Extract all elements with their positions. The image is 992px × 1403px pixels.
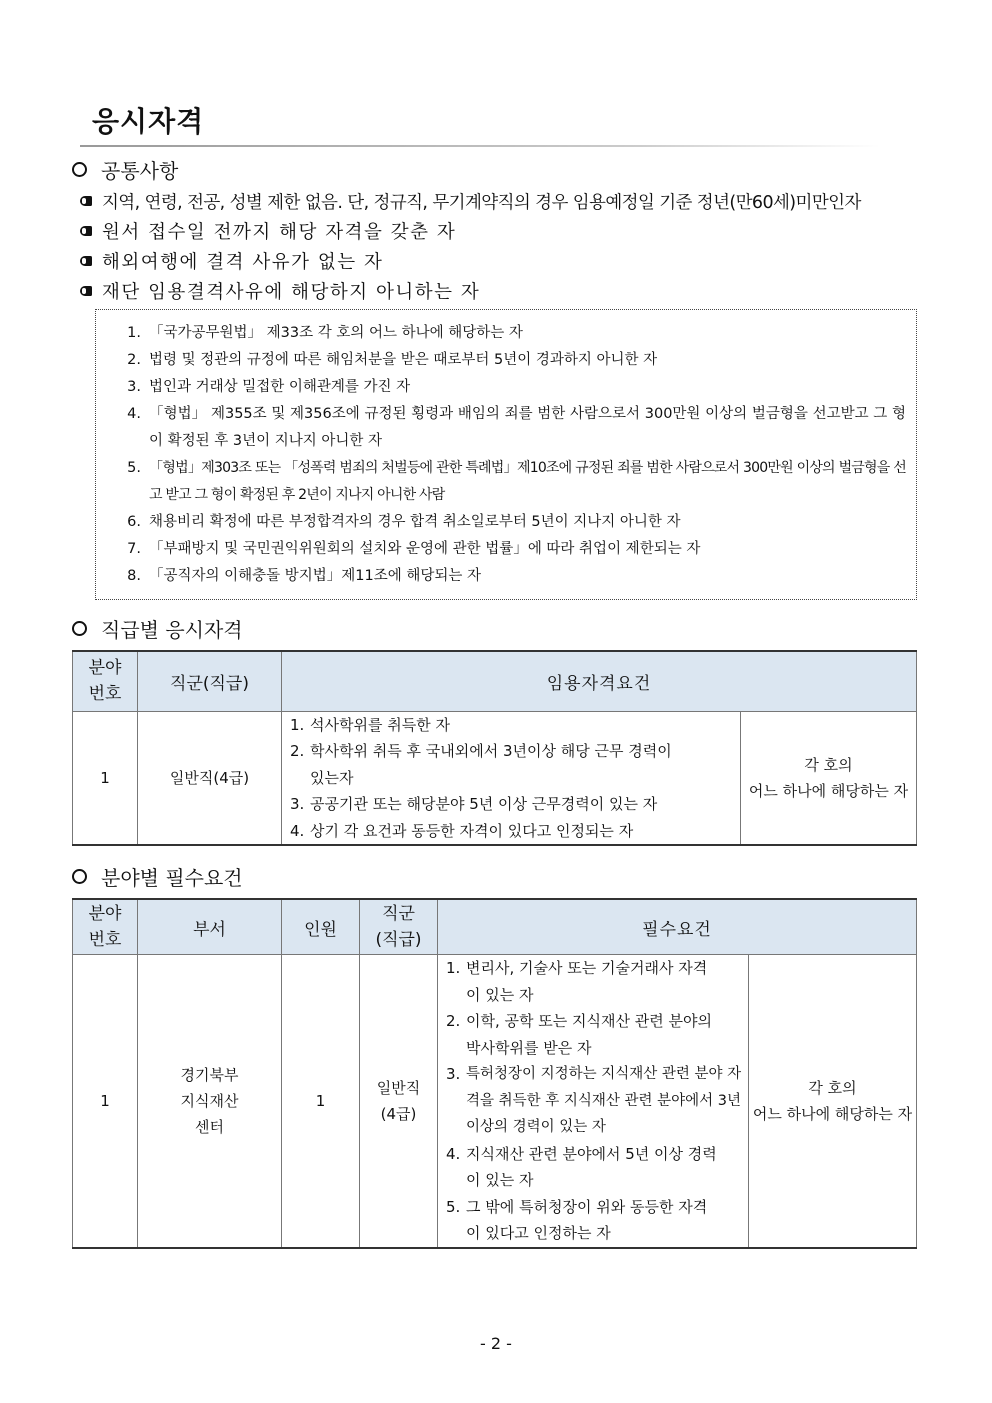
- item-number: 1.: [127, 325, 141, 341]
- list-item: [290, 738, 740, 791]
- list-item: [290, 791, 740, 818]
- list-item: [96, 536, 906, 563]
- field-table: [72, 898, 917, 1249]
- header-job-line2: (직급): [375, 930, 422, 950]
- item-number: 4.: [127, 406, 141, 422]
- cell-job: [360, 955, 438, 1248]
- common-heading: [72, 155, 178, 184]
- list-item: [96, 374, 906, 401]
- header-dept: 부서: [138, 899, 282, 955]
- item-number: 5.: [127, 460, 141, 476]
- dept-line3: 센터: [195, 1117, 224, 1136]
- field-heading: [72, 862, 243, 891]
- item-number: 2.: [446, 1012, 461, 1030]
- page-number: - 2 -: [480, 1334, 512, 1353]
- list-item: [80, 186, 940, 216]
- item-number: 1.: [446, 959, 461, 977]
- item-number: 4.: [290, 821, 305, 840]
- list-item: [446, 955, 748, 1008]
- item-text: 학사학위 취득 후 국내외에서 3년이상 해당 근무 경력이 있는자: [310, 742, 672, 787]
- note-line1: 각 호의: [804, 755, 853, 774]
- cell-job: 일반직(4급): [138, 711, 282, 845]
- cell-dept: [138, 955, 282, 1248]
- list-item: [80, 216, 940, 246]
- table-row: [73, 711, 917, 845]
- grade-heading-text: 직급별 응시자격: [101, 618, 243, 642]
- bullet-icon: [80, 256, 92, 266]
- list-item: [446, 1008, 748, 1061]
- header-field-no-line2: 번호: [88, 930, 122, 950]
- header-requirements: 임용자격요건: [282, 651, 917, 711]
- list-item: [96, 347, 906, 374]
- cell-field-no: 1: [73, 711, 138, 845]
- field-heading-text: 분야별 필수요건: [101, 866, 243, 890]
- title-rule: [80, 145, 880, 147]
- item-text: 「부패방지 및 국민권익위원회의 설치와 운영에 관한 법률」에 따라 취업이 제한되는 자: [149, 541, 701, 557]
- item-text: 그 밖에 특허청장이 위와 동등한 자격이 있다고 인정하는 자: [466, 1197, 708, 1242]
- header-job-line1: 직군: [382, 904, 415, 924]
- item-number: 1.: [290, 715, 305, 734]
- page-title: 응시자격: [92, 105, 205, 138]
- cell-requirements: [282, 711, 741, 845]
- header-requirements: 필수요건: [438, 899, 917, 955]
- table-header-row: [73, 899, 917, 955]
- item-text: 「공직자의 이해충돌 방지법」제11조에 해당되는 자: [149, 568, 482, 584]
- job-line1: 일반직: [376, 1078, 421, 1097]
- circle-icon: [72, 162, 87, 177]
- circle-icon: [72, 869, 87, 884]
- list-item: [96, 320, 906, 347]
- item-number: 2.: [290, 742, 305, 760]
- item-number: 3.: [290, 795, 305, 813]
- cell-note: [749, 955, 917, 1248]
- cell-field-no: 1: [73, 955, 138, 1248]
- note-line2: 어느 하나에 해당하는 자: [748, 781, 909, 800]
- item-text: 특허청장이 지정하는 지식재산 관련 분야 자격을 취득한 후 지식재산 관련 분야에서 3년 이상의 경력이 있는 자: [466, 1066, 742, 1135]
- item-text: 지식재산 관련 분야에서 5년 이상 경력이 있는 자: [466, 1144, 717, 1189]
- item-text: 채용비리 확정에 따른 부정합격자의 경우 합격 취소일로부터 5년이 지나지 아니한 자: [149, 514, 681, 530]
- item-number: 6.: [127, 514, 141, 530]
- header-field-no-line2: 번호: [88, 684, 122, 705]
- list-item: [80, 246, 940, 276]
- list-item: [290, 712, 740, 739]
- item-number: 4.: [446, 1144, 461, 1163]
- cell-note: [741, 711, 917, 845]
- list-item: [446, 1061, 748, 1141]
- list-item: [446, 1194, 748, 1247]
- dept-line2: 지식재산: [180, 1091, 239, 1110]
- note-line1: 각 호의: [808, 1078, 857, 1097]
- dept-line1: 경기북부: [180, 1065, 239, 1084]
- bullet-text: 해외여행에 결격 사유가 없는 자: [102, 252, 384, 273]
- table-row: [73, 955, 917, 1248]
- bullet-icon: [80, 226, 92, 236]
- item-text: 상기 각 요건과 동등한 자격이 있다고 인정되는 자: [310, 821, 634, 840]
- item-number: 7.: [127, 541, 141, 557]
- header-count: 인원: [282, 899, 360, 955]
- header-field-no-line1: 분야: [88, 658, 122, 679]
- cell-count: 1: [282, 955, 360, 1248]
- item-text: 법령 및 정관의 규정에 따른 해임처분을 받은 때로부터 5년이 경과하지 아니한 자: [149, 352, 658, 368]
- item-text: 변리사, 기술사 또는 기술거래사 자격이 있는 자: [466, 959, 708, 1004]
- header-job: [360, 899, 438, 955]
- item-text: 「국가공무원법」 제33조 각 호의 어느 하나에 해당하는 자: [149, 325, 523, 341]
- grade-table: [72, 650, 917, 846]
- header-job: 직군(직급): [138, 651, 282, 711]
- bullet-icon: [80, 286, 92, 296]
- list-item: [290, 818, 740, 845]
- item-text: 「형법」제303조 또는 「성폭력 범죄의 처벌등에 관한 특례법」제10조에 규정된 죄를 범한 사람으로서 300만원 이상의 벌금형을 선고 받고 그 형이 확정된 후 2년이 지나지 아니한 사람: [149, 460, 906, 503]
- item-number: 3.: [127, 379, 141, 395]
- list-item: [96, 509, 906, 536]
- item-number: 3.: [446, 1065, 461, 1083]
- list-item: [96, 401, 906, 455]
- bullet-text: 지역, 연령, 전공, 성별 제한 없음. 단, 정규직, 무기계약직의 경우 임용예정일 기준 정년(만60세)미만인자: [102, 192, 861, 213]
- item-number: 5.: [446, 1197, 461, 1216]
- list-item: [80, 276, 940, 306]
- item-text: 공공기관 또는 해당분야 5년 이상 근무경력이 있는 자: [310, 795, 658, 813]
- disqualification-box: [95, 309, 917, 600]
- header-field-no: [73, 899, 138, 955]
- table-header-row: [73, 651, 917, 711]
- list-item: [446, 1141, 748, 1194]
- bullet-text: 원서 접수일 전까지 해당 자격을 갖춘 자: [102, 222, 457, 243]
- list-item: [96, 455, 906, 509]
- job-line2: (4급): [380, 1104, 417, 1123]
- grade-heading: [72, 614, 243, 643]
- item-text: 석사학위를 취득한 자: [310, 715, 450, 734]
- item-text: 법인과 거래상 밀접한 이해관계를 가진 자: [149, 379, 411, 395]
- common-heading-text: 공통사항: [101, 159, 179, 183]
- item-text: 이학, 공학 또는 지식재산 관련 분야의 박사학위를 받은 자: [466, 1012, 712, 1057]
- bullet-text: 재단 임용결격사유에 해당하지 아니하는 자: [102, 282, 481, 303]
- item-number: 8.: [127, 568, 141, 584]
- note-line2: 어느 하나에 해당하는 자: [752, 1104, 913, 1123]
- cell-requirements: [438, 955, 749, 1248]
- list-item: [96, 563, 906, 590]
- header-field-no-line1: 분야: [88, 904, 122, 924]
- header-field-no: [73, 651, 138, 711]
- item-number: 2.: [127, 352, 141, 368]
- bullet-icon: [80, 196, 92, 206]
- item-text: 「형법」 제355조 및 제356조에 규정된 횡령과 배임의 죄를 범한 사람으로서 300만원 이상의 벌금형을 선고받고 그 형이 확정된 후 3년이 지나지 아니한 자: [149, 406, 906, 449]
- common-bullet-list: [80, 186, 940, 306]
- circle-icon: [72, 621, 87, 636]
